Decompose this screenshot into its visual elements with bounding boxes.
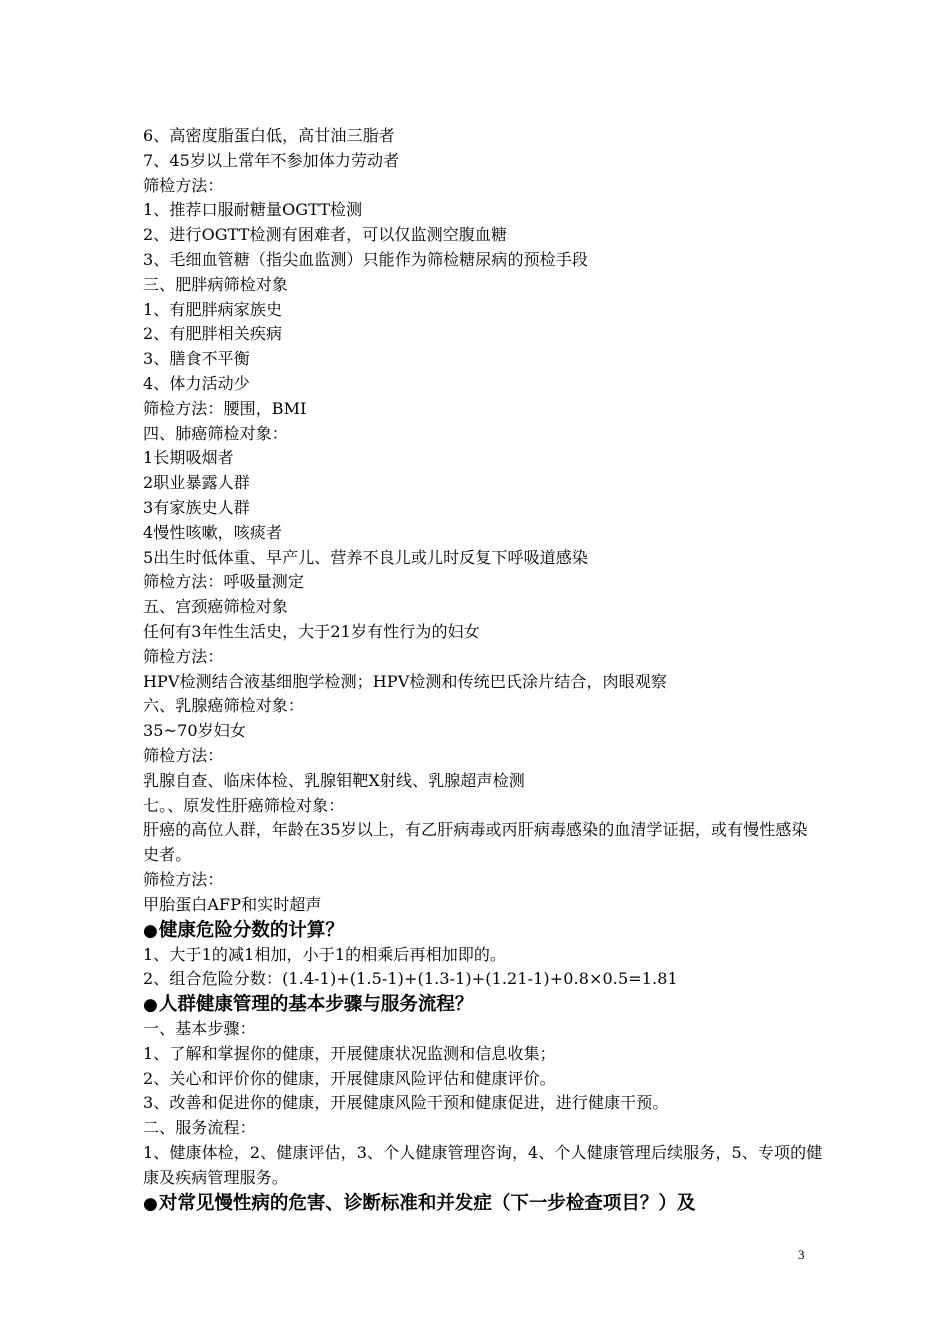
text-line: 筛检方法：呼吸量测定: [143, 572, 305, 592]
bullet-icon: ●: [143, 1193, 158, 1214]
text-line: 乳腺自查、临床体检、乳腺钼靶X射线、乳腺超声检测: [143, 770, 525, 790]
text-line: 筛检方法：: [143, 745, 224, 765]
text-line: 4、体力活动少: [143, 373, 250, 393]
health-management-block: [143, 1017, 823, 1141]
text-line: 筛检方法：腰围，BMI: [143, 398, 307, 418]
heading-health-management-text: 人群健康管理的基本步骤与服务流程？: [158, 994, 474, 1016]
heading-health-management: [143, 992, 823, 1017]
heading-risk-score-text: 健康危险分数的计算？: [158, 919, 344, 941]
text-line: 1、了解和掌握你的健康，开展健康状况监测和信息收集；: [143, 1043, 556, 1063]
liver-method-block: [143, 868, 823, 918]
page-number: 3: [798, 1247, 805, 1262]
text-line: 1、有肥胖病家族史: [143, 299, 283, 319]
heading-chronic-disease-text: 对常见慢性病的危害、诊断标准和并发症（下一步检查项目？）及: [158, 1192, 696, 1214]
text-line: 五、宫颈癌筛检对象: [143, 597, 288, 617]
heading-risk-score: [143, 918, 823, 943]
bullet-icon: ●: [143, 995, 158, 1016]
text-line: 3有家族史人群: [143, 497, 250, 517]
text-line: 二、服务流程：: [143, 1118, 256, 1138]
text-line: 2、组合危险分数：(1.4-1)+(1.5-1)+(1.3-1)+(1.21-1)+0.8×0.5=1.81: [143, 969, 678, 989]
text-line: 4慢性咳嗽，咳痰者: [143, 522, 283, 542]
text-line: 2、有肥胖相关疾病: [143, 324, 283, 344]
text-line: 甲胎蛋白AFP和实时超声: [143, 894, 322, 914]
text-line: 筛检方法：: [143, 175, 224, 195]
bullet-icon: ●: [143, 920, 158, 941]
text-line: 1长期吸烟者: [143, 448, 234, 468]
text-line: 筛检方法：: [143, 646, 224, 666]
heading-chronic-disease: [143, 1191, 823, 1216]
text-line: 1、推荐口服耐糖量OGTT检测: [143, 200, 363, 220]
liver-cancer-paragraph: 肝癌的高位人群，年龄在35岁以上，有乙肝病毒或丙肝病毒感染的血清学证据，或有慢性感染史者。: [143, 820, 808, 865]
text-line: 2、进行OGTT检测有困难者，可以仅监测空腹血糖: [143, 225, 508, 245]
text-line: 六、乳腺癌筛检对象：: [143, 696, 305, 716]
text-line: 四、肺癌筛检对象：: [143, 423, 288, 443]
text-line: HPV检测结合液基细胞学检测；HPV检测和传统巴氏涂片结合，肉眼观察: [143, 671, 667, 691]
text-line: 三、肥胖病筛检对象: [143, 274, 288, 294]
text-line: 2职业暴露人群: [143, 473, 250, 493]
text-line: 任何有3年性生活史，大于21岁有性行为的妇女: [143, 621, 480, 641]
document-body: [143, 124, 823, 1216]
text-line: 3、膳食不平衡: [143, 349, 250, 369]
service-process-paragraph: 1、健康体检，2、健康评估，3、个人健康管理咨询，4、个人健康管理后续服务，5、专项的健康及疾病管理服务。: [143, 1143, 823, 1187]
text-line: 3、改善和促进你的健康，开展健康风险干预和健康促进，进行健康干预。: [143, 1093, 669, 1113]
screening-list-block: [143, 124, 823, 818]
text-line: 七。、原发性肝癌筛检对象：: [143, 795, 345, 815]
text-line: 2、关心和评价你的健康，开展健康风险评估和健康评价。: [143, 1068, 556, 1088]
text-line: 5出生时低体重、早产儿、营养不良儿或儿时反复下呼吸道感染: [143, 547, 588, 567]
text-line: 7、45岁以上常年不参加体力劳动者: [143, 150, 400, 170]
risk-score-block: [143, 943, 823, 993]
text-line: 35~70岁妇女: [143, 721, 246, 741]
text-line: 1、大于1的减1相加，小于1的相乘后再相加即的。: [143, 944, 507, 964]
text-line: 3、毛细血管糖（指尖血监测）只能作为筛检糖尿病的预检手段: [143, 249, 588, 269]
text-line: 一、基本步骤：: [143, 1019, 256, 1039]
text-line: 筛检方法：: [143, 869, 224, 889]
text-line: 6、高密度脂蛋白低，高甘油三脂者: [143, 126, 395, 145]
